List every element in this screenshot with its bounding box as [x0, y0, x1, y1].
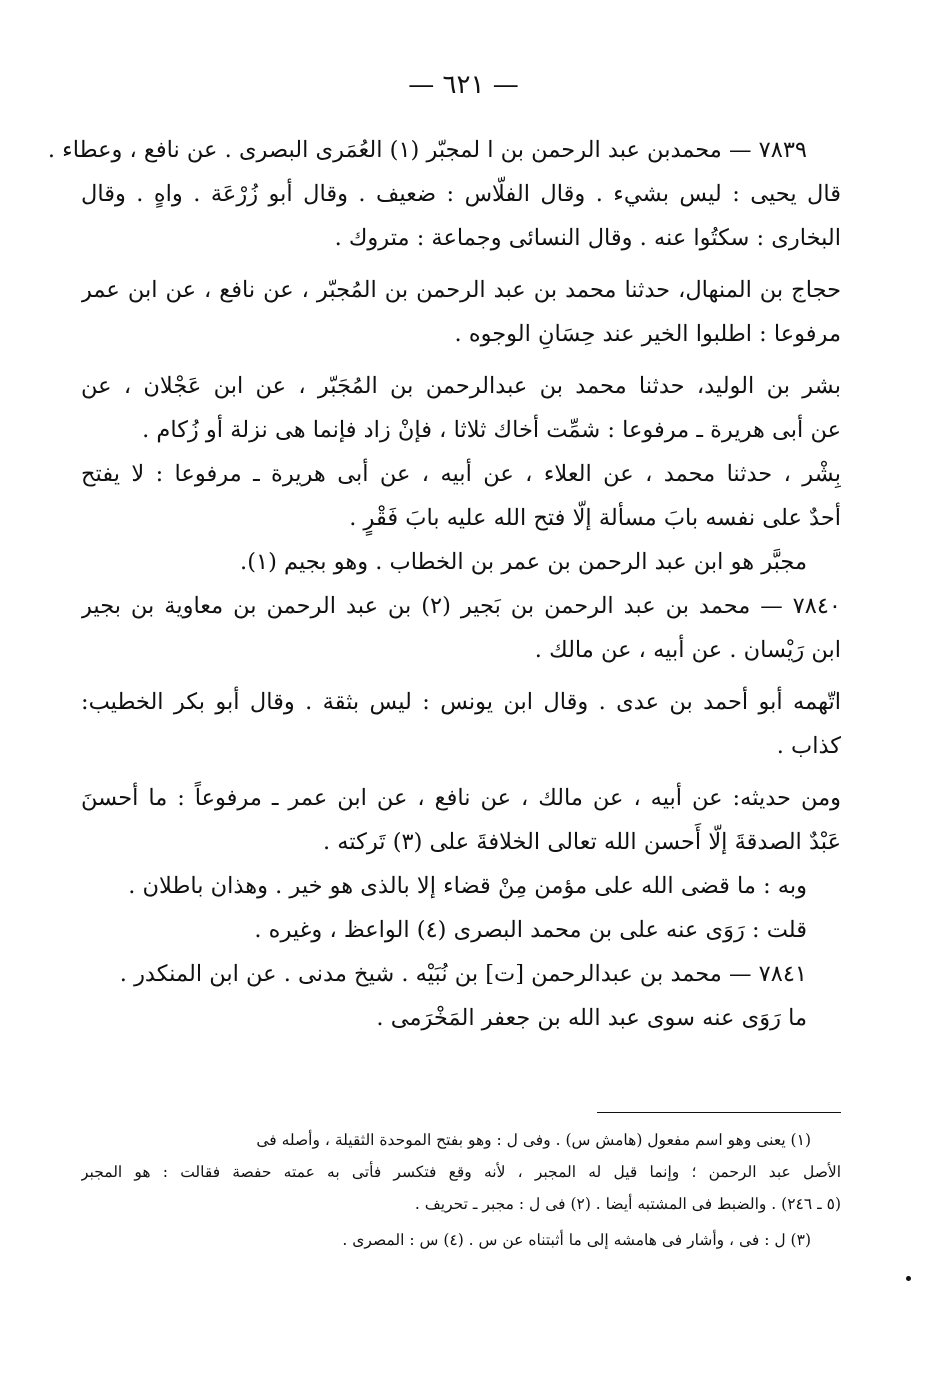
text-line: بِشْر ، حدثنا محمد ، عن العلاء ، عن أبيه ، عن أبى هريرة ـ مرفوعا : لا يفتح — [81, 461, 841, 487]
text-line: عَبْدٌ الصدقةَ إلّا أَحسن الله تعالى الخلافةَ على (٣) تَركته . — [323, 829, 841, 855]
main-text — [47, 128, 841, 1040]
entry-7840-heading: ٧٨٤٠ — محمد بن عبد الرحمن بن بَجير (٢) بن عبد الرحمن بن معاوية بن بجير — [81, 593, 841, 619]
text-line: حجاج بن المنهال، حدثنا محمد بن عبد الرحمن بن المُجبّر ، عن نافع ، عن ابن عمر — [81, 277, 841, 303]
text-line: بشر بن الوليد، حدثنا محمد بن عبدالرحمن بن المُجَبّر ، عن ابن عَجْلان ، عن — [81, 373, 841, 399]
page-edge-dot — [906, 1276, 911, 1281]
text-line: قال يحيى : ليس بشيء . وقال الفلّاس : ضعيف . وقال أبو زُرْعَة . واهٍ . وقال — [81, 181, 841, 207]
text-line: أحدٌ على نفسه بابَ مسألة إلّا فتح الله عليه بابَ فَقْرٍ . — [349, 505, 841, 531]
entry-7841-heading: ٧٨٤١ — محمد بن عبدالرحمن [ت] بن نُبَيْه . شيخ مدنى . عن ابن المنكدر . — [119, 961, 807, 987]
footnotes — [81, 1124, 841, 1256]
text-line: وبه : ما قضى الله على مؤمن مِنْ قضاء إلا بالذى هو خير . وهذان باطلان . — [128, 873, 807, 899]
text-line: ومن حديثه: عن أبيه ، عن مالك ، عن نافع ، عن ابن عمر ـ مرفوعاً : ما أحسنَ — [81, 785, 841, 811]
text-line: مجبَّر هو ابن عبد الرحمن بن عمر بن الخطاب . وهو بجيم (١). — [240, 549, 807, 575]
footnote-line: الأصل عبد الرحمن ؛ وإنما قيل له المجبر ، لأنه وقع فتكسر فأتى به عمته حفصة فقالت : هو المجبر — [81, 1163, 841, 1181]
text-line: كذاب . — [776, 733, 841, 759]
text-line: عن أبى هريرة ـ مرفوعا : شمِّت أخاك ثلاثا ، فإنْ زاد فإنما هى نزلة أو زُكام . — [142, 417, 841, 443]
text-line: ابن رَيْسان . عن أبيه ، عن مالك . — [534, 637, 841, 663]
footnote-line: (١) يعنى وهو اسم مفعول (هامش س) . وفى ل : وهو بفتح الموحدة الثقيلة ، وأصله فى — [256, 1131, 811, 1149]
text-line: ما رَوَى عنه سوى عبد الله بن جعفر المَخْرَمى . — [376, 1005, 807, 1031]
footnote-line: (٥ ـ ٢٤٦) . والضبط فى المشتبه أيضا . (٢) فى ل : مجبر ـ تحريف . — [414, 1195, 841, 1213]
footnote-line: (٣) ل : فى ، وأشار فى هامشه إلى ما أثبتناه عن س . (٤) س : المصرى . — [342, 1231, 811, 1249]
entry-7839-heading: ٧٨٣٩ — محمدبن عبد الرحمن بن ا لمجبّر (١) العُمَرى البصرى . عن نافع ، وعطاء . — [47, 137, 807, 163]
text-line: اتّهمه أبو أحمد بن عدى . وقال ابن يونس : ليس بثقة . وقال أبو بكر الخطيب: — [81, 689, 841, 715]
footnote-divider — [597, 1112, 841, 1113]
text-line: مرفوعا : اطلبوا الخير عند حِسَانِ الوجوه . — [454, 321, 841, 347]
text-line: قلت : رَوَى عنه على بن محمد البصرى (٤) الواعظ ، وغيره . — [254, 917, 807, 943]
text-line: البخارى : سكتُوا عنه . وقال النسائى وجماعة : متروك . — [334, 225, 841, 251]
page-number: — ٦٢١ — — [408, 70, 519, 100]
